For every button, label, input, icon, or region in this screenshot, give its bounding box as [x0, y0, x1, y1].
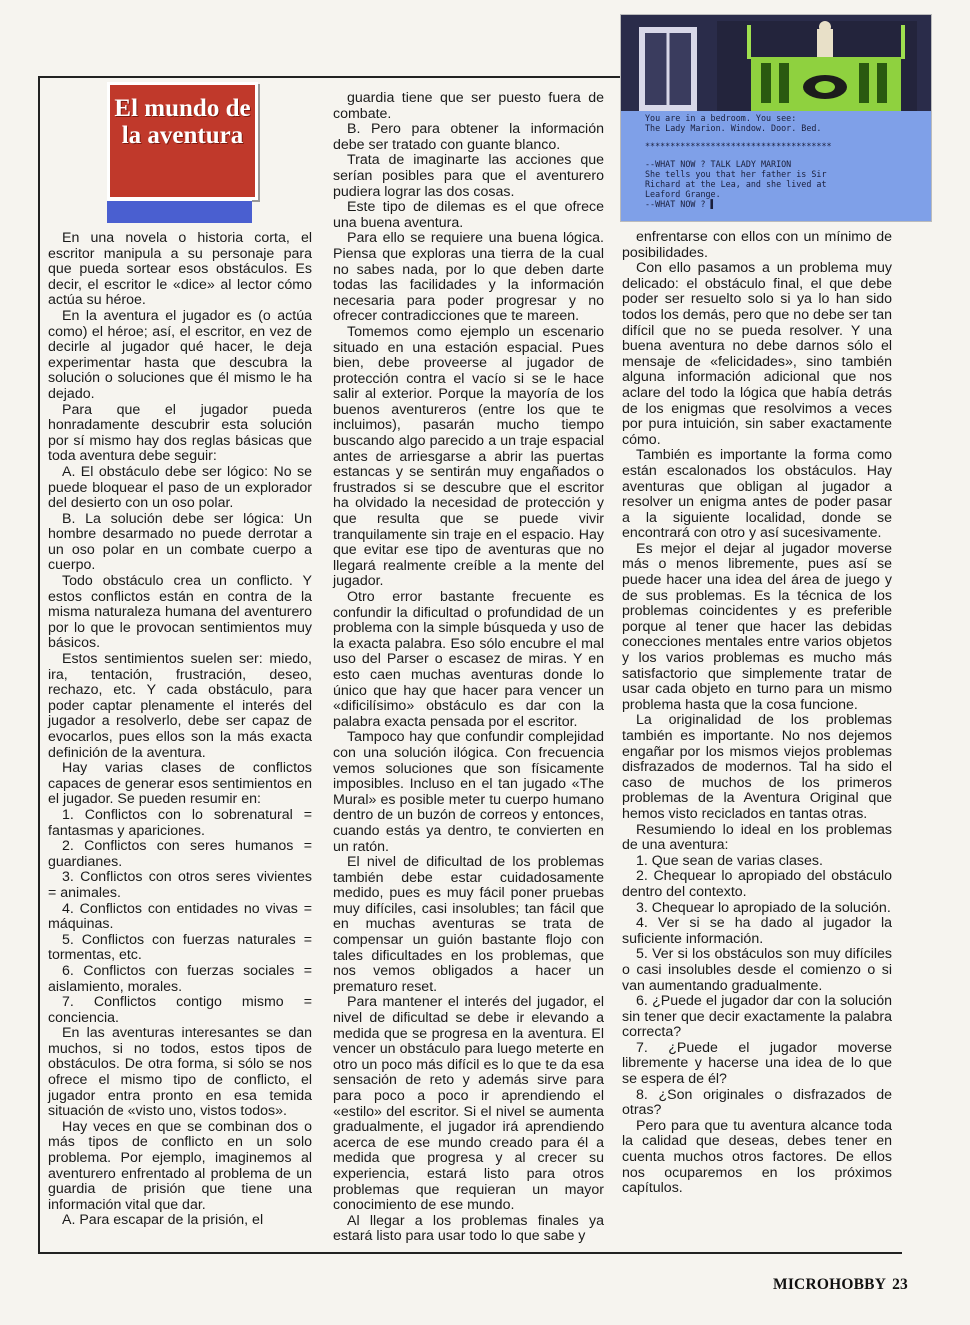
paragraph: Hay veces en que se combinan dos o más tipos de conflicto en un solo problema. Por ejemplo, imaginemos al aventurero enfrentado al problema de un guardia de prisión que tiene una información vital que dar. [48, 1118, 312, 1213]
game-scene-art [621, 15, 931, 111]
paragraph: Otro error bastante frecuente es confundir la dificultad o profundidad de un problema con la simple búsqueda y uso de la exacta palabra. Eso sólo encubre el mal uso del Parser o escasez de miras. Y en esto caen muchas aventuras donde lo único que hay que hacer para vencer un «dificilísimo» obstáculo es dar con la palabra exacta pensada por el escritor. [333, 589, 604, 730]
page-footer [773, 1276, 908, 1294]
page-number: 23 [892, 1276, 908, 1293]
paragraph: 5. Ver si los obstáculos son muy difíciles o casi insolubles desde el comienzo o si van aumentando gradualmente. [622, 946, 892, 994]
game-text-line: The Lady Marion. Window. Door. Bed. [645, 123, 822, 133]
game-text-line: You are in a bedroom. You see: [645, 113, 797, 123]
title-box [107, 82, 258, 200]
magazine-name: MICROHOBBY [773, 1276, 887, 1293]
paragraph: 7. ¿Puede el jugador moverse libremente y hacerse una idea de lo que se espera de él? [622, 1039, 892, 1088]
paragraph: 2. Conflictos con seres humanos = guardianes. [48, 838, 312, 870]
paragraph: 3. Conflictos con otros seres vivientes = animales. [48, 869, 312, 901]
paragraph: Trata de imaginarte las acciones que serían posibles para que el aventurero pudiera lograr las dos cosas. [333, 152, 604, 200]
paragraph: 8. ¿Son originales o disfrazados de otras? [622, 1086, 892, 1119]
paragraph: Para ello se requiere una buena lógica. Piensa que exploras una tierra de la cual no sabes nada, por lo que deben darte todas las facilidades y la información necesaria para poder progresar y no ofrecer contradicciones que te mareen. [333, 230, 604, 325]
paragraph: 4. Conflictos con entidades no vivas = máquinas. [48, 900, 312, 933]
paragraph: 3. Chequear lo apropiado de la solución. [636, 899, 891, 916]
paragraph: En las aventuras interesantes se dan muchos, si no todos, estos tipos de obstáculos. De otra forma, si sólo se nos ofrece el mismo tipo de conflicto, el jugador entra pronto en esa temida situación de «visto uno, vistos todos». [48, 1025, 312, 1120]
paragraph: Resumiendo lo ideal en los problemas de una aventura: [622, 821, 892, 854]
paragraph: 7. Conflictos contigo mismo = conciencia. [48, 994, 312, 1026]
text-column-2 [333, 91, 604, 1245]
paragraph: Todo obstáculo crea un conflicto. Y estos conflictos están en contra de la misma naturaleza humana del aventurero por lo que le provocan sentimientos muy básicos. [48, 573, 312, 652]
paragraph: B. La solución debe ser lógica: Un hombre desarmado no puede derrotar a un oso polar en un combate cuerpo a cuerpo. [48, 510, 312, 574]
paragraph: guardia tiene que ser puesto fuera de combate. [333, 90, 604, 122]
paragraph: Para que el jugador pueda honradamente descubrir esta solución por sí mismo hay dos reglas básicas que toda aventura debe seguir: [48, 401, 312, 465]
paragraph: enfrentarse con ellos con un mínimo de posibilidades. [622, 229, 892, 261]
paragraph: 6. Conflictos con fuerzas sociales = aislamiento, morales. [48, 962, 312, 995]
paragraph: 5. Conflictos con fuerzas naturales = tormentas, etc. [48, 931, 312, 964]
paragraph: Este tipo de dilemas es el que ofrece una buena aventura. [333, 199, 604, 231]
paragraph: Hay varias clases de conflictos capaces de generar esos sentimientos en el jugador. Se pueden resumir en: [48, 760, 312, 808]
paragraph: Tomemos como ejemplo un escenario situado en una estación espacial. Pues bien, debe proveerse al jugador de protección contra el vacío si se le hace salir al exterior. Porque la mayoría de los buenos aventureros (entre los que te incluimos), pasarán mucho tiempo buscando algo parecido a un traje espacial antes de arriesgarse a abrir las puertas estancas y se sentirán muy engañados o frustrados si se descubre que el escritor ha olvidado la necesidad de protección y que resulta que se puede vivir tranquilamente sin traje en el espacio. Hay que evitar ese tipo de aventuras que no llegará realmente creíble a la mente del jugador. [333, 323, 604, 590]
paragraph: En la aventura el jugador es (o actúa como) el héroe; así, el escritor, en vez de decirle al jugador qué hacer, le deja experimentar hasta que descubra la solución o soluciones que él mismo le ha dejado. [48, 307, 312, 402]
paragraph: Pero para que tu aventura alcance toda la calidad que deseas, debes tener en cuenta muchos otros factores. De ellos nos ocuparemos en los próximos capítulos. [622, 1117, 892, 1197]
paragraph: 1. Conflictos con lo sobrenatural = fantasmas y apariciones. [48, 806, 312, 839]
game-text-line: ************************************* [645, 141, 832, 151]
game-text-line: She tells you that her father is Sir [645, 169, 827, 179]
paragraph: El nivel de dificultad de los problemas también debe estar cuidadosamente medido, pues es muy fácil poner pruebas muy difíciles, casi insolubles; tan fácil que en muchas aventuras se trata de compensar un guión bastante flojo con tales dificultades en los problemas, que nos vemos obligados a hacer un prematuro reset. [333, 854, 604, 995]
game-text-line: Richard at the Lea, and she lived at [645, 179, 827, 189]
game-screenshot [620, 14, 932, 222]
game-text-line: --WHAT NOW ? ▌ [645, 199, 716, 209]
text-column-1 [48, 231, 312, 1229]
paragraph: 4. Ver si se ha dado al jugador la suficiente información. [622, 915, 892, 947]
paragraph: 6. ¿Puede el jugador dar con la solución sin tener que decir exactamente la palabra correcta? [622, 993, 892, 1041]
paragraph: 2. Chequear lo apropiado del obstáculo dentro del contexto. [622, 868, 892, 900]
game-text-line: --WHAT NOW ? TALK LADY MARION [645, 159, 792, 169]
game-text-line: Leaford Grange. [645, 189, 721, 199]
paragraph: Es mejor el dejar al jugador moverse más o menos libremente, pues así se puede hacer una idea del área de juego y de sus problemas. Es la técnica de los problemas coincidentes y es preferible porque al tener que hacer las debidas conecciones mentales entre varios objetos y los varios problemas es mucho más satisfactorio que simplemente tratar de usar cada objeto en turno para un mismo problema hasta que la cosa funcione. [622, 540, 892, 713]
paragraph: Tampoco hay que confundir complejidad con una solución ilógica. Con frecuencia vemos soluciones que son físicamente imposibles. Incluso en el tan jugado «The Mural» es posible meter tu cuerpo humano dentro de un buzón de correos y entonces, cuando estás ya dentro, te convierten en un ratón. [333, 729, 604, 855]
paragraph: Estos sentimientos suelen ser: miedo, ira, tentación, frustración, deseo, rechazo, etc. Y cada obstáculo, para poder captar plenamente el interés del jugador a resolverlo, debe ser capaz de evocarlos, pues ellos son la más exacta definición de la aventura. [48, 651, 312, 761]
paragraph: Al llegar a los problemas finales ya estará listo para usar todo lo que sabe y [333, 1212, 604, 1245]
title-accent-bar [107, 198, 252, 223]
paragraph: En una novela o historia corta, el escritor manipula a su personaje para que pueda sortear esos obstáculos. Es decir, el escritor le «dice» al lector cómo actúa su héroe. [48, 230, 312, 309]
article-title: El mundo de la aventura [114, 95, 251, 149]
paragraph: A. El obstáculo debe ser lógico: No se puede bloquear el paso de un explorador del desierto con un oso polar. [48, 463, 312, 512]
paragraph: También es importante la forma como están escalonados los obstáculos. Hay aventuras que obligan al jugador a resolver un enigma antes de poder pasar a la siguiente localidad, donde se encontrará con otro y así sucesivamente. [622, 447, 892, 542]
paragraph: Con ello pasamos a un problema muy delicado: el obstáculo final, el que debe poder ser resuelto solo si ya lo han sido todos los demás, pero que no debe ser tan difícil que no se pueda resolver. Y una buena aventura no debe darnos sólo el mensaje de «felicidades», sino también alguna información adicional que nos aclare del todo la lógica que había detrás de los enigmas que resolvimos a veces por pura intuición, sin saber exactamente cómo. [622, 260, 892, 448]
text-column-3 [622, 230, 892, 1197]
game-text-output [645, 113, 907, 209]
paragraph: B. Pero para obtener la información debe ser tratado con guante blanco. [333, 121, 604, 153]
paragraph: A. Para escapar de la prisión, el [62, 1212, 264, 1229]
paragraph: 1. Que sean de varias clases. [636, 852, 823, 869]
paragraph: La originalidad de los problemas también es importante. No nos dejemos engañar por los mismos viejos problemas disfrazados de modernos. Tal ha sido el caso de muchos de los primeros problemas de la Aventura Original que hemos visto reciclados en tantas otras. [622, 712, 892, 822]
paragraph: Para mantener el interés del jugador, el nivel de dificultad se debe ir elevando a medida que se progresa en la aventura. El vencer un obstáculo para luego meterte en otro un poco más difícil es lo que te da esa sensación de reto y además sirve para para poco a poco ir aprendiendo el «estilo» del escritor. Si el nivel se aumenta gradualmente, el jugador irá aprendiendo acerca de ese mundo creado para él a medida que progresa y al crecer su experiencia, estará listo para otros problemas que requieran un mayor conocimiento de ese mundo. [333, 994, 604, 1214]
